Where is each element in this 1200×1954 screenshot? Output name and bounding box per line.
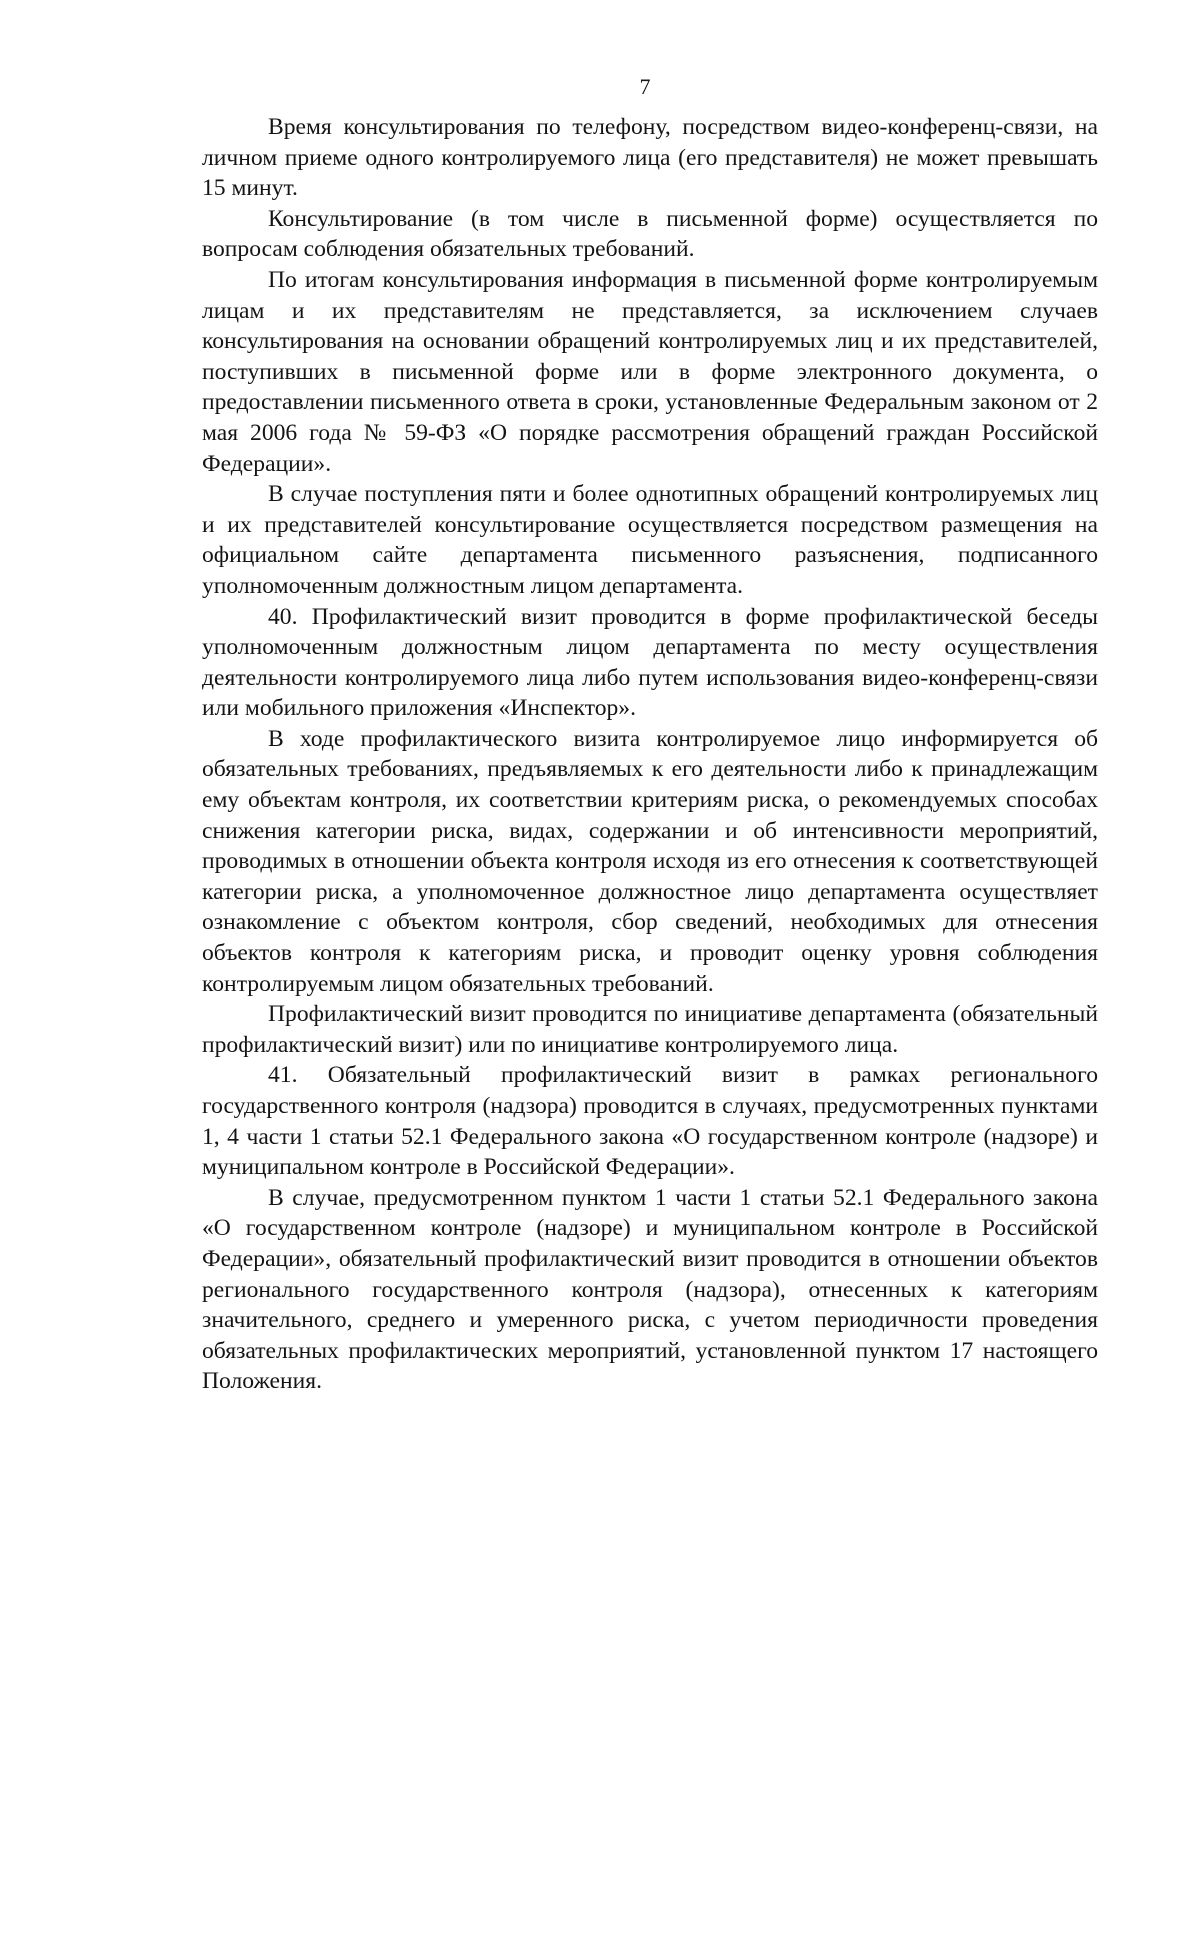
paragraph-consultation-topics: Консультирование (в том числе в письменной форме) осуществляется по вопросам соблюдения обязательных требований. xyxy=(202,205,1098,263)
paragraph-visit-initiative: Профилактический визит проводится по инициативе департамента (обязательный профилактический визит) или по инициативе контролируемого лица. xyxy=(202,1001,1098,1058)
page-number: 7 xyxy=(639,74,651,99)
paragraph-item-40: 40. Профилактический визит проводится в форме профилактической беседы уполномоченным должностным лицом департамента по месту осуществления деятельности контролируемого лица либо путем использования видео-конференц-связи или мобильного приложения «Инспектор». xyxy=(202,603,1098,722)
paragraph-consultation-duration: Время консультирования по телефону, посредством видео-конференц-связи, на личном приеме одного контролируемого лица (его представителя) не может превышать 15 минут. xyxy=(202,114,1098,202)
paragraph-mandatory-visit-case: В случае, предусмотренном пунктом 1 части 1 статьи 52.1 Федерального закона «О государственном контроле (надзоре) и муниципальном контроле в Российской Федерации», обязательный профилактический визит проводится в отношении объектов регионального государственного контроля (надзора), отнесенных к категориям значительного, среднего и умеренного риска, с учетом периодичности проведения обязательных профилактических мероприятий, установленной пунктом 17 настоящего Положения. xyxy=(202,1184,1098,1395)
paragraph-item-41: 41. Обязательный профилактический визит в рамках регионального государственного контроля (надзора) проводится в случаях, предусмотренных пунктами 1, 4 части 1 статьи 52.1 Федерального закона «О государственном контроле (надзоре) и муниципальном контроле в Российской Федерации». xyxy=(202,1062,1098,1181)
paragraph-visit-content: В ходе профилактического визита контролируемое лицо информируется об обязательных требованиях, предъявляемых к его деятельности либо к принадлежащим ему объектам контроля, их соответствии критериям риска, о рекомендуемых способах снижения категории риска, видах, содержании и об интенсивности мероприятий, проводимых в отношении объекта контроля исходя из его отнесения к соответствующей категории риска, а уполномоченное должностное лицо департамента осуществляет ознакомление с объектом контроля, сбор сведений, необходимых для отнесения объектов контроля к категориям риска, и проводит оценку уровня соблюдения контролируемым лицом обязательных требований. xyxy=(202,725,1098,997)
paragraph-similar-requests: В случае поступления пяти и более однотипных обращений контролируемых лиц и их представителей консультирование осуществляется посредством размещения на официальном сайте департамента письменного разъяснения, подписанного уполномоченным должностным лицом департамента. xyxy=(202,481,1098,599)
paragraph-consultation-results: По итогам консультирования информация в письменной форме контролируемым лицам и их представителям не представляется, за исключением случаев консультирования на основании обращений контролируемых лиц и их представителей, поступивших в письменной форме или в форме электронного документа, о предоставлении письменного ответа в сроки, установленные Федеральным законом от 2 мая 2006 года № 59-ФЗ «О порядке рассмотрения обращений граждан Российской Федерации». xyxy=(202,266,1098,477)
document-body xyxy=(202,112,1098,1397)
